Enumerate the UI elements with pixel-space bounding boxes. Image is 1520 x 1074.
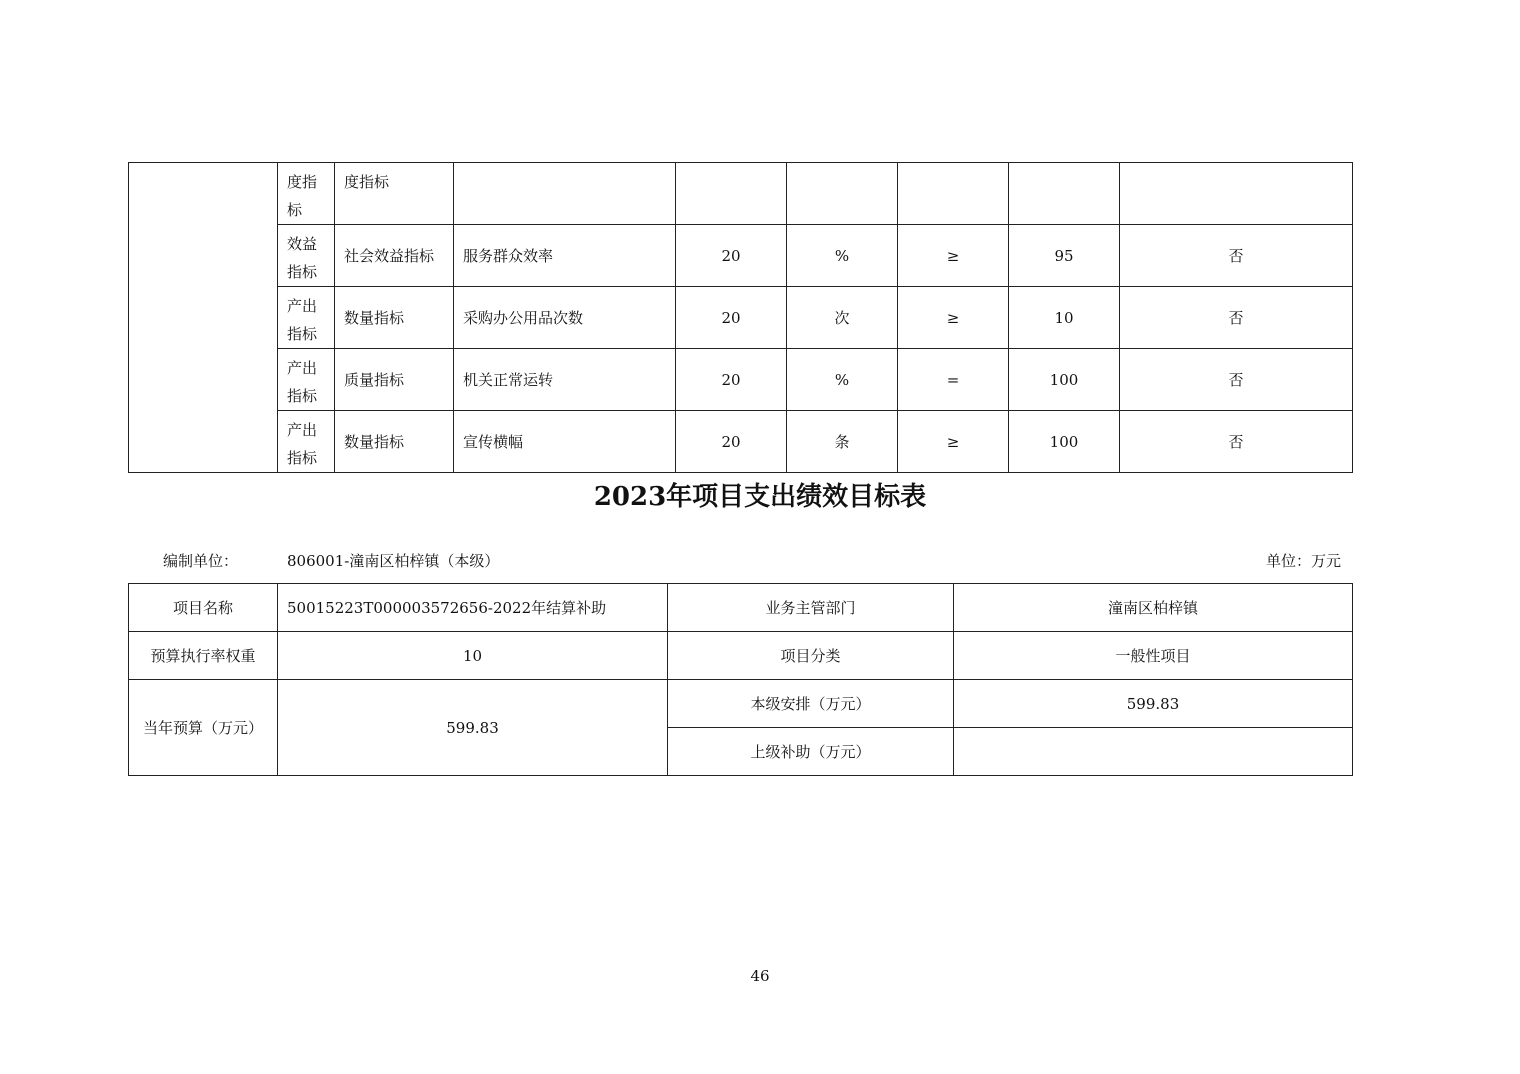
weight-cell: 20: [676, 287, 787, 349]
core-indicator-cell: 否: [1120, 349, 1353, 411]
operator-cell: =: [898, 349, 1009, 411]
table-row: [129, 584, 1353, 632]
weight-cell: [676, 163, 787, 225]
annual-budget-label: 当年预算（万元）: [129, 680, 278, 776]
upper-subsidy-value: [954, 728, 1353, 776]
project-info-table: [128, 583, 1353, 776]
operator-cell: [898, 163, 1009, 225]
indicator-name-cell: 采购办公用品次数: [454, 287, 676, 349]
performance-indicator-table-continued: [128, 162, 1353, 473]
dept-label: 业务主管部门: [668, 584, 954, 632]
unit-cell: %: [787, 225, 898, 287]
table-row: [129, 349, 1353, 411]
weight-value: 10: [278, 632, 668, 680]
level2-indicator-cell: 度指 标: [278, 163, 335, 225]
table-row: [129, 632, 1353, 680]
table-row: [129, 287, 1353, 349]
target-value-cell: 95: [1009, 225, 1120, 287]
project-name-value: 50015223T000003572656-2022年结算补助: [278, 584, 668, 632]
indicator-name-cell: 服务群众效率: [454, 225, 676, 287]
level2-indicator-cell: 产出 指标: [278, 349, 335, 411]
indicator-name-cell: [454, 163, 676, 225]
level3-indicator-cell: 社会效益指标: [335, 225, 454, 287]
indicator-name-cell: 机关正常运转: [454, 349, 676, 411]
weight-label: 预算执行率权重: [129, 632, 278, 680]
table-row: [129, 411, 1353, 473]
level3-indicator-cell: 质量指标: [335, 349, 454, 411]
target-value-cell: [1009, 163, 1120, 225]
level2-indicator-cell: 产出 指标: [278, 287, 335, 349]
category-label: 项目分类: [668, 632, 954, 680]
indicator-name-cell: 宣传横幅: [454, 411, 676, 473]
form-title: 2023年项目支出绩效目标表: [593, 482, 927, 512]
annual-budget-value: 599.83: [278, 680, 668, 776]
weight-cell: 20: [676, 349, 787, 411]
core-indicator-cell: 否: [1120, 411, 1353, 473]
table-row: [129, 163, 1353, 225]
target-value-cell: 100: [1009, 411, 1120, 473]
core-indicator-cell: 否: [1120, 287, 1353, 349]
level2-indicator-cell: 产出 指标: [278, 411, 335, 473]
upper-subsidy-label: 上级补助（万元）: [668, 728, 954, 776]
table-row: [129, 225, 1353, 287]
target-value-cell: 100: [1009, 349, 1120, 411]
level3-indicator-cell: 数量指标: [335, 411, 454, 473]
money-unit-label: 单位：万元: [1265, 552, 1341, 570]
page-number: 46: [750, 967, 770, 985]
compiling-unit-label: 编制单位：: [163, 552, 239, 570]
operator-cell: ≥: [898, 225, 1009, 287]
unit-cell: %: [787, 349, 898, 411]
core-indicator-cell: [1120, 163, 1353, 225]
target-value-cell: 10: [1009, 287, 1120, 349]
operator-cell: ≥: [898, 287, 1009, 349]
compiling-unit-value: 806001-潼南区柏梓镇（本级）: [287, 552, 500, 570]
project-name-label: 项目名称: [129, 584, 278, 632]
level1-indicator-cell: [129, 163, 278, 473]
unit-cell: 次: [787, 287, 898, 349]
level3-indicator-cell: 数量指标: [335, 287, 454, 349]
operator-cell: ≥: [898, 411, 1009, 473]
level2-indicator-cell: 效益 指标: [278, 225, 335, 287]
local-arrangement-label: 本级安排（万元）: [668, 680, 954, 728]
category-value: 一般性项目: [954, 632, 1353, 680]
core-indicator-cell: 否: [1120, 225, 1353, 287]
weight-cell: 20: [676, 225, 787, 287]
level3-indicator-cell: 度指标: [335, 163, 454, 225]
unit-cell: [787, 163, 898, 225]
dept-value: 潼南区柏梓镇: [954, 584, 1353, 632]
unit-cell: 条: [787, 411, 898, 473]
weight-cell: 20: [676, 411, 787, 473]
table-row: [129, 680, 1353, 728]
local-arrangement-value: 599.83: [954, 680, 1353, 728]
